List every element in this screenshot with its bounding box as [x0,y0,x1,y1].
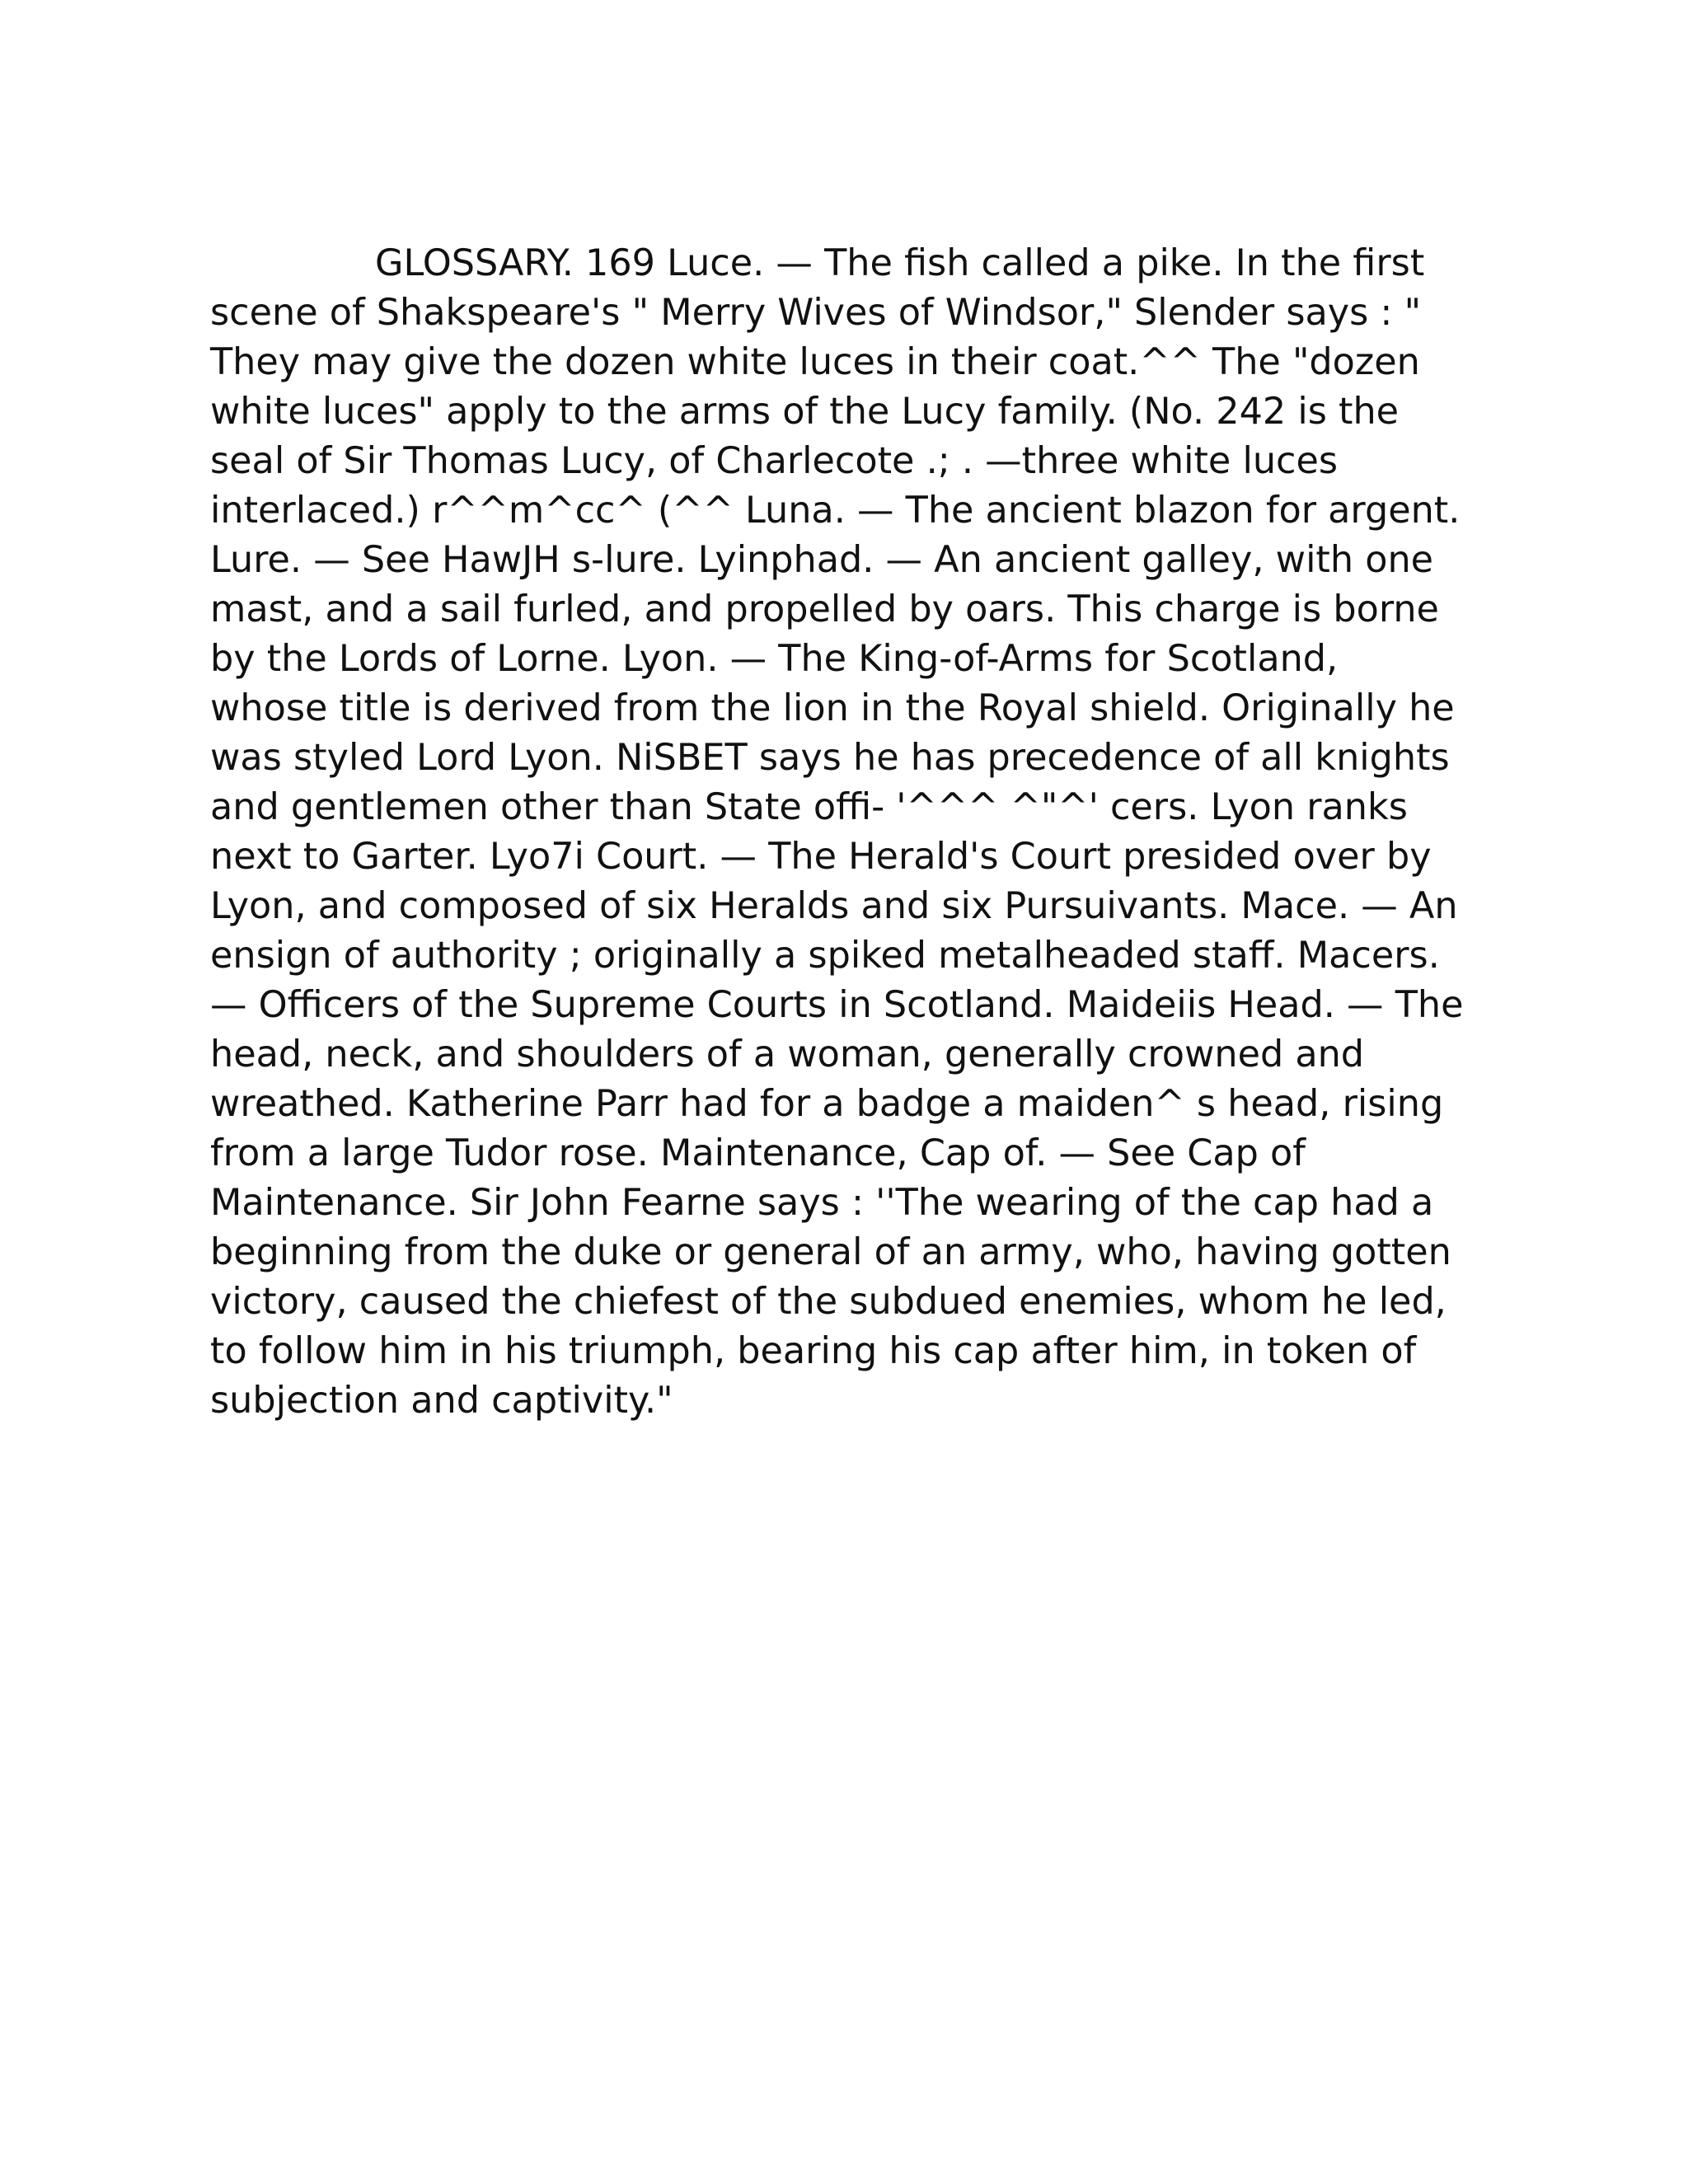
text-line: Lyon, and composed of six Heralds and six Pursuivants. Mace. — An [210,885,1458,927]
text-line: ensign of authority ; originally a spiked metalheaded staff. Macers. [210,935,1440,977]
text-line: Maintenance. Sir John Fearne says : ''The wearing of the cap had a [210,1182,1434,1224]
text-line: from a large Tudor rose. Maintenance, Cap of. — See Cap of [210,1132,1306,1174]
text-line: mast, and a sail furled, and propelled by oars. This charge is borne [210,588,1439,630]
text-line: and gentlemen other than State offi- '^^^ ^"^' cers. Lyon ranks [210,786,1408,828]
text-line: was styled Lord Lyon. NiSBET says he has precedence of all knights [210,737,1450,779]
text-line: GLOSSARY. 169 Luce. — The fish called a pike. In the first [375,242,1425,284]
text-line: Lure. — See HawJH s-lure. Lyinphad. — An ancient galley, with one [210,539,1434,581]
text-line: white luces" apply to the arms of the Lucy family. (No. 242 is the [210,391,1400,433]
text-line: by the Lords of Lorne. Lyon. — The King-of-Arms for Scotland, [210,638,1339,680]
text-line: whose title is derived from the lion in the Royal shield. Originally he [210,687,1455,729]
text-line: They may give the dozen white luces in their coat.^^ The "dozen [210,341,1420,383]
text-line: next to Garter. Lyo7i Court. — The Herald's Court presided over by [210,836,1432,878]
text-line: victory, caused the chiefest of the subdued enemies, whom he led, [210,1281,1447,1323]
text-line: to follow him in his triumph, bearing his cap after him, in token of [210,1330,1417,1372]
text-line: scene of Shakspeare's " Merry Wives of Windsor," Slender says : " [210,292,1422,334]
text-line: wreathed. Katherine Parr had for a badge a maiden^ s head, rising [210,1083,1444,1125]
glossary-text-block [210,239,1471,1426]
text-line: head, neck, and shoulders of a woman, generally crowned and [210,1033,1365,1076]
text-line: seal of Sir Thomas Lucy, of Charlecote .; . —three white luces [210,440,1339,482]
text-line: subjection and captivity." [210,1380,673,1422]
text-line: interlaced.) r^^m^cc^ (^^ Luna. — The ancient blazon for argent. [210,490,1461,532]
text-line: — Officers of the Supreme Courts in Scotland. Maideiis Head. — The [210,984,1464,1026]
text-line: beginning from the duke or general of an army, who, having gotten [210,1231,1451,1273]
